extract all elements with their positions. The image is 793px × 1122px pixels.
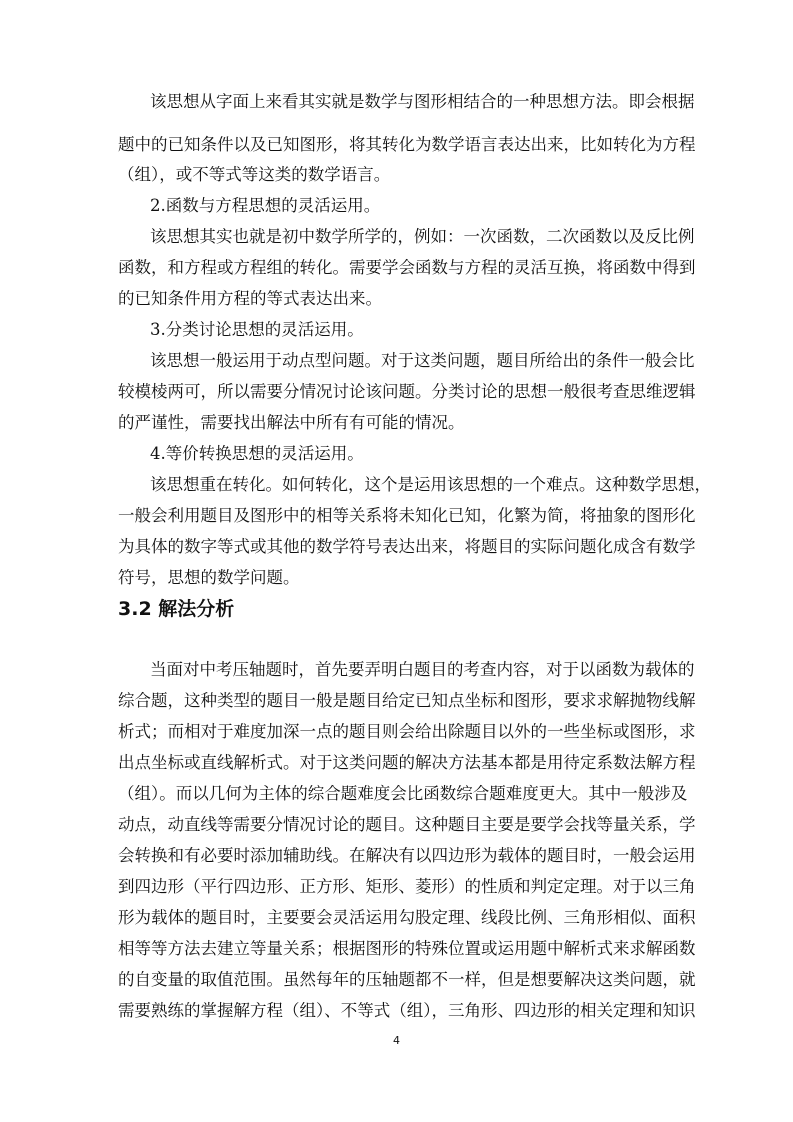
list-item-heading: 4.等价转换思想的灵活运用。 [150,444,364,463]
page-number: 4 [393,1034,400,1047]
paragraph-line: （组），或不等式等这类的数学语言。 [118,165,391,184]
paragraph-line: 该思想从字面上来看其实就是数学与图形相结合的一种思想方法。即会根据 [150,92,695,111]
paragraph-line: 的自变量的取值范围。虽然每年的压轴题都不一样，但是想要解决这类问题，就 [118,970,696,989]
paragraph-line: 的已知条件用方程的等式表达出来。 [118,289,382,308]
paragraph-line: 动点，动直线等需要分情况讨论的题目。这种题目主要是要学会找等量关系，学 [118,815,696,834]
paragraph-line: 的严谨性，需要找出解法中所有有可能的情况。 [118,413,465,432]
paragraph-line: 为具体的数字等式或其他的数学符号表达出来，将题目的实际问题化成含有数学 [118,537,696,556]
paragraph-line: 综合题，这种类型的题目一般是题目给定已知点坐标和图形，要求求解抛物线解 [118,691,696,710]
list-item-heading: 2.函数与方程思想的灵活运用。 [150,196,381,215]
paragraph-line: 该思想一般运用于动点型问题。对于这类问题，题目所给出的条件一般会比 [150,351,695,370]
paragraph-line: 题中的已知条件以及已知图形，将其转化为数学语言表达出来，比如转化为方程 [118,135,696,154]
paragraph-line: 会转换和有必要时添加辅助线。在解决有以四边形为载体的题目时，一般会运用 [118,846,696,865]
paragraph-line: 较模棱两可，所以需要分情况讨论该问题。分类讨论的思想一般很考查思维逻辑 [118,382,696,401]
paragraph-line: 该思想其实也就是初中数学所学的，例如：一次函数，二次函数以及反比例 [150,227,695,246]
paragraph-line: 该思想重在转化。如何转化，这个是运用该思想的一个难点。这种数学思想， [150,475,711,494]
paragraph-line: （组）。而以几何为主体的综合题难度会比函数综合题难度更大。其中一般涉及 [118,784,688,803]
paragraph-line: 需要熟练的掌握解方程（组）、不等式（组），三角形、四边形的相关定理和知识 [118,1001,696,1020]
paragraph-line: 符号，思想的数学问题。 [118,568,300,587]
paragraph-line: 出点坐标或直线解析式。对于这类问题的解决方法基本都是用待定系数法解方程 [118,753,696,772]
paragraph-line: 一般会利用题目及图形中的相等关系将未知化已知，化繁为简，将抽象的图形化 [118,506,696,525]
section-heading: 3.2 解法分析 [118,598,235,620]
paragraph-line: 析式；而相对于难度加深一点的题目则会给出除题目以外的一些坐标或图形，求 [118,722,696,741]
paragraph-line: 到四边形（平行四边形、正方形、矩形、菱形）的性质和判定定理。对于以三角 [118,877,696,896]
list-item-heading: 3.分类讨论思想的灵活运用。 [150,320,364,339]
paragraph-line: 函数，和方程或方程组的转化。需要学会函数与方程的灵活互换，将函数中得到 [118,258,696,277]
paragraph-line: 形为载体的题目时，主要要会灵活运用勾股定理、线段比例、三角形相似、面积 [118,908,696,927]
paragraph-line: 相等等方法去建立等量关系；根据图形的特殊位置或运用题中解析式来求解函数 [118,939,696,958]
paragraph-line: 当面对中考压轴题时，首先要弄明白题目的考查内容，对于以函数为载体的 [150,660,695,679]
